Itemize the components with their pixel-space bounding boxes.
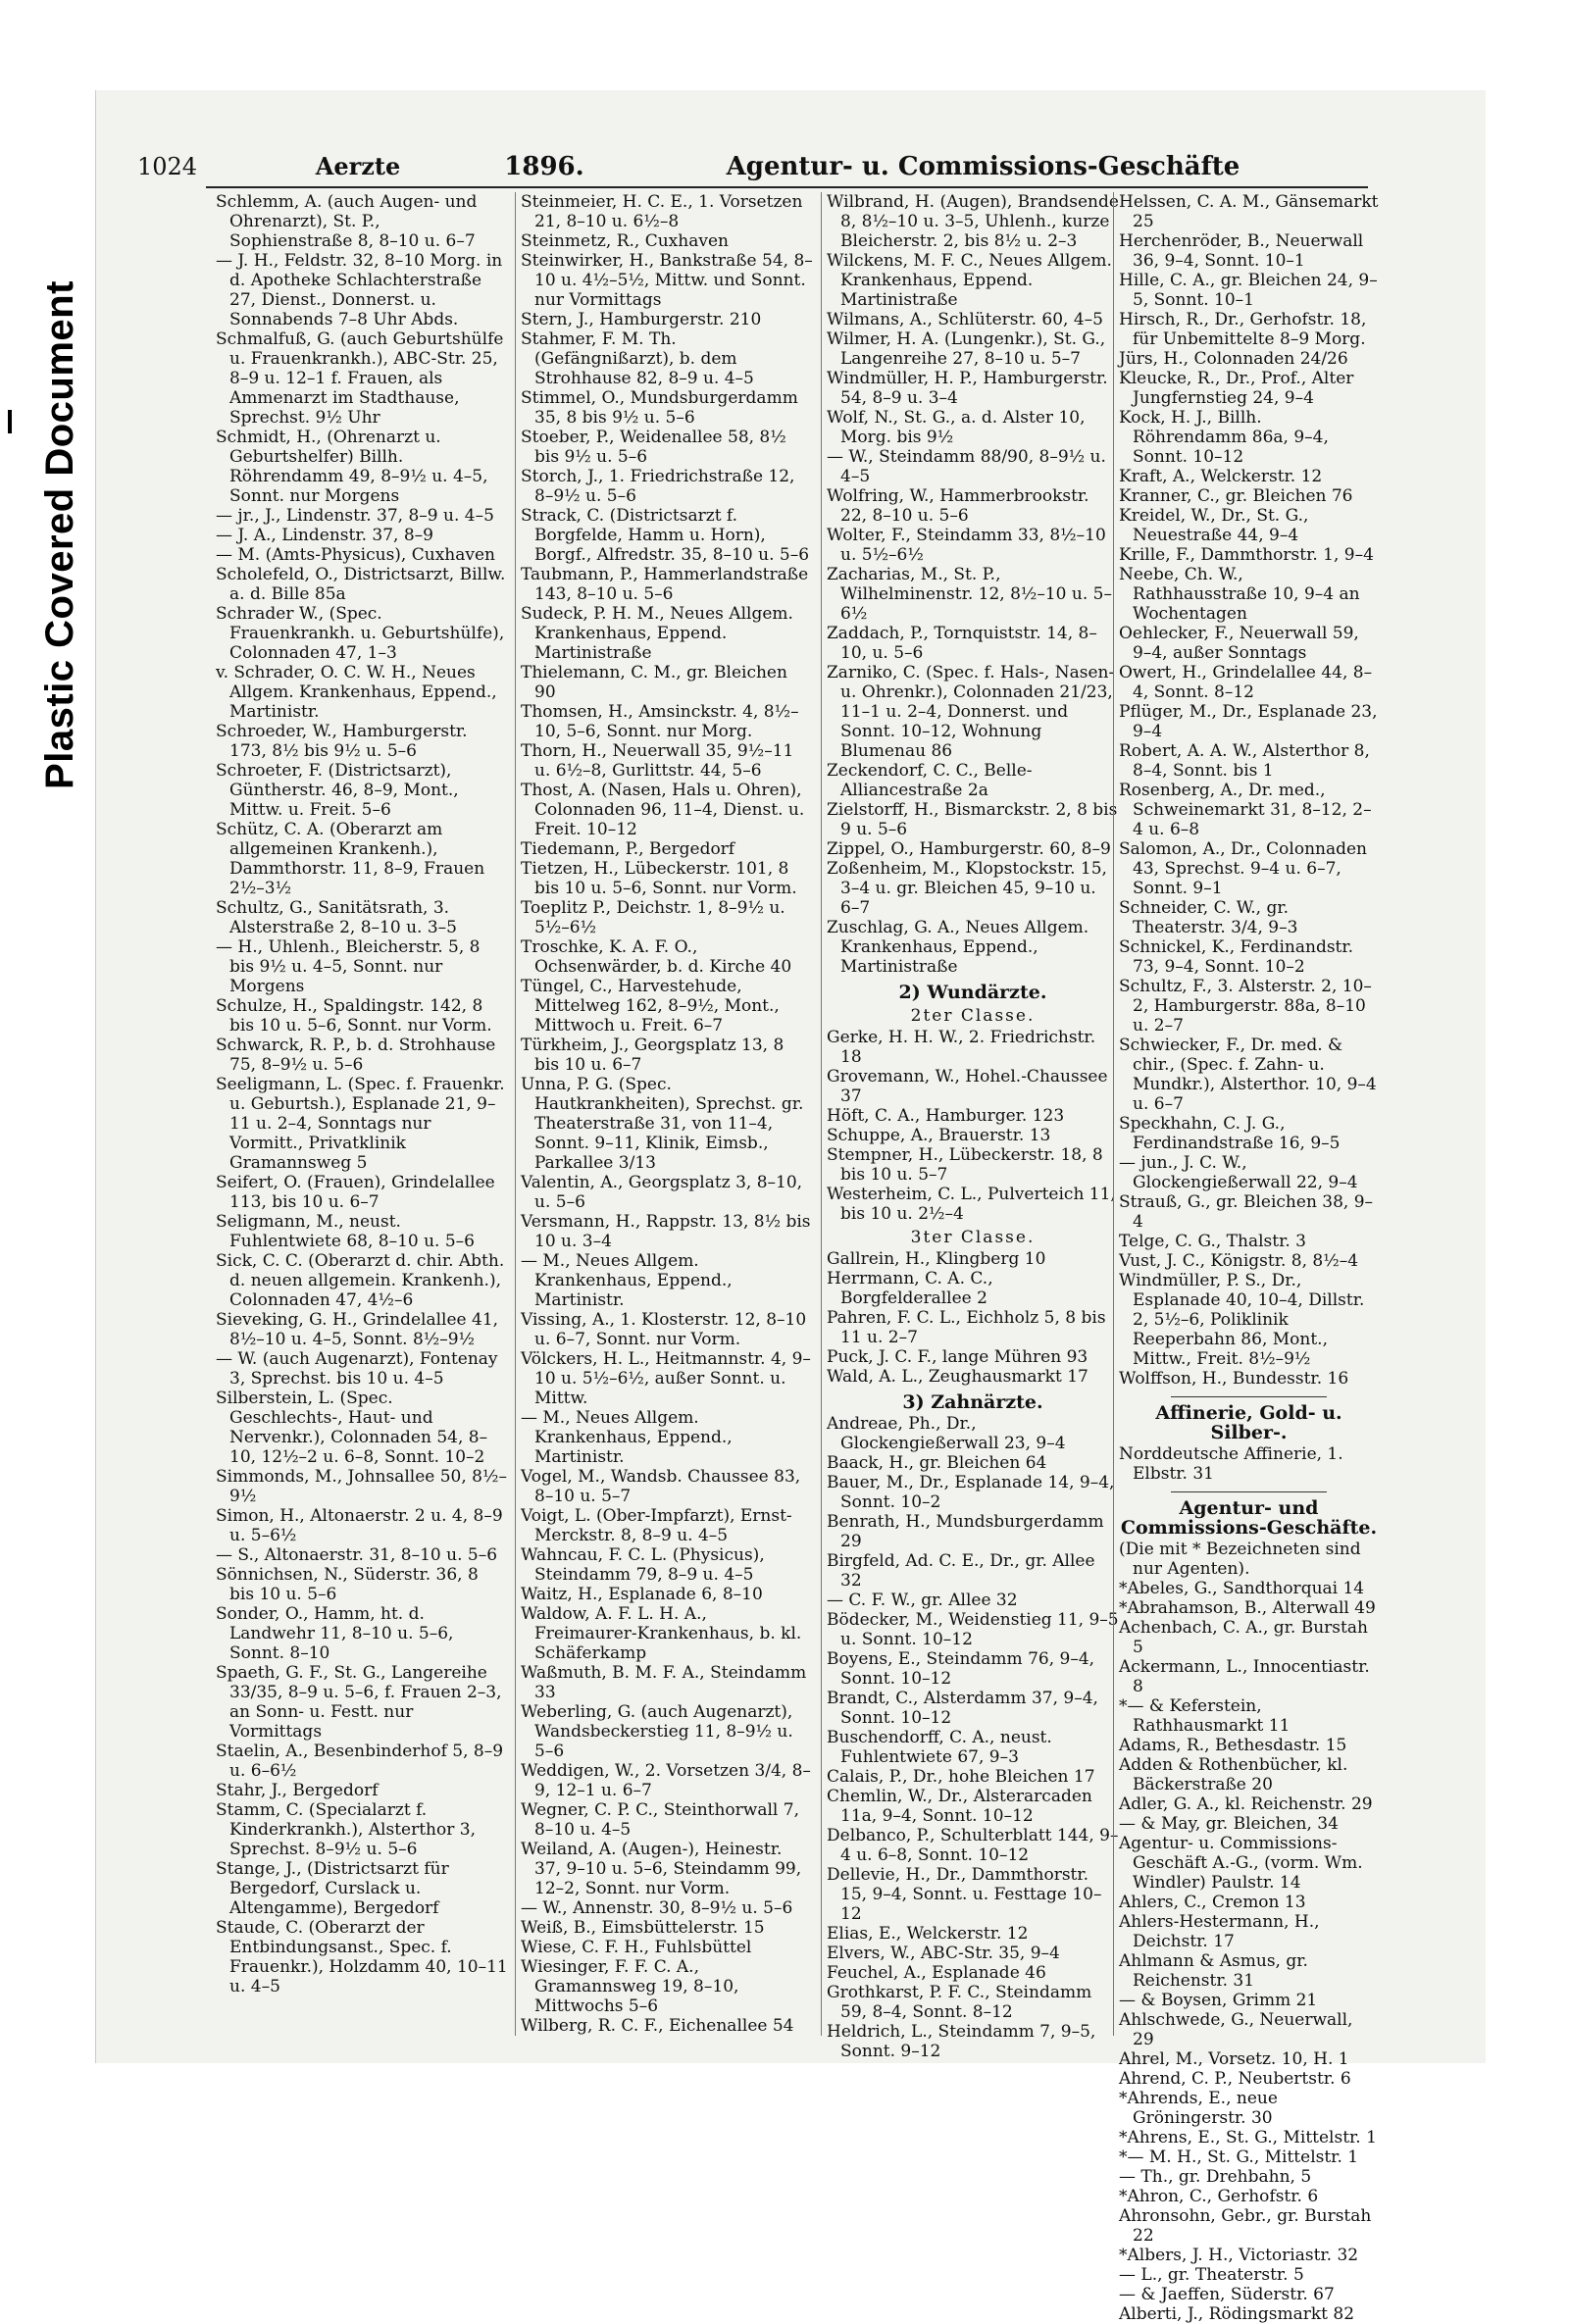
directory-entry: — H., Uhlenh., Bleicherstr. 5, 8 bis 9½ u. 4–5, Sonnt. nur Morgens — [216, 937, 481, 996]
directory-entry: Gallrein, H., Klingberg 10 — [827, 1249, 1046, 1269]
directory-entry: — J. H., Feldstr. 32, 8–10 Morg. in d. Apotheke Schlachterstraße 27, Dienst., Donnerst. u. Sonnabends 7–8 Uhr Abds. — [216, 251, 503, 329]
directory-entry: Stempner, H., Lübeckerstr. 18, 8 bis 10 u. 5–7 — [827, 1145, 1103, 1185]
directory-entry: Calais, P., Dr., hohe Bleichen 17 — [827, 1767, 1095, 1787]
column-4 — [1113, 192, 1379, 2324]
directory-entry: Grothkarst, P. F. C., Steindamm 59, 8–4, Sonnt. 8–12 — [827, 1983, 1092, 2022]
directory-entry: — W., Annenstr. 30, 8–9½ u. 5–6 — [521, 1898, 793, 1918]
directory-entry: Sudeck, P. H. M., Neues Allgem. Krankenhaus, Eppend. Martinistraße — [521, 604, 793, 663]
directory-entry: Weberling, G. (auch Augenarzt), Wandsbeckerstieg 11, 8–9½ u. 5–6 — [521, 1702, 793, 1761]
directory-entry: Adams, R., Bethesdastr. 15 — [1119, 1736, 1347, 1755]
directory-entry: Thomsen, H., Amsinckstr. 4, 8½–10, 5–6, Sonnt. nur Morg. — [521, 702, 799, 741]
directory-entry: Schwarck, R. P., b. d. Strohhause 75, 8–9½ u. 5–6 — [216, 1036, 496, 1075]
directory-entry: Stahmer, F. M. Th. (Gefängnißarzt), b. dem Strohhause 82, 8–9 u. 4–5 — [521, 329, 754, 388]
directory-entry: — M., Neues Allgem. Krankenhaus, Eppend., Martinistr. — [521, 1408, 733, 1467]
directory-entry: Speckhahn, C. J. G., Ferdinandstraße 16, 9–5 — [1119, 1114, 1341, 1153]
directory-entry: Adler, G. A., kl. Reichenstr. 29 — [1119, 1794, 1373, 1814]
directory-entry: Schmidt, H., (Ohrenarzt u. Geburtshelfer) Billh. Röhrendamm 49, 8–9½ u. 4–5, Sonnt. nur Morgens — [216, 428, 488, 506]
directory-entry: Zielstorff, H., Bismarckstr. 2, 8 bis 9 u. 5–6 — [827, 800, 1118, 839]
directory-entry: Strack, C. (Districtsarzt f. Borgfelde, Hamm u. Horn), Borgf., Alfredstr. 35, 8–10 u. 5–6 — [521, 506, 810, 565]
directory-entry: Stern, J., Hamburgerstr. 210 — [521, 310, 762, 329]
directory-entry: Windmüller, H. P., Hamburgerstr. 54, 8–9 u. 3–4 — [827, 369, 1108, 408]
directory-entry: Wald, A. L., Zeughausmarkt 17 — [827, 1367, 1088, 1387]
directory-entry: Wiese, C. F. H., Fuhlsbüttel — [521, 1938, 752, 1957]
directory-entry: Agentur- u. Commissions-Geschäft A.-G., (vorm. Wm. Windler) Paulstr. 14 — [1119, 1834, 1363, 1893]
directory-entry: Heldrich, L., Steindamm 7, 9–5, Sonnt. 9–12 — [827, 2022, 1096, 2061]
directory-entry: Kranner, C., gr. Bleichen 76 — [1119, 486, 1353, 506]
directory-entry: Wahncau, F. C. L. (Physicus), Steindamm 79, 8–9 u. 4–5 — [521, 1545, 765, 1585]
directory-entry: Stahr, J., Bergedorf — [216, 1781, 379, 1800]
directory-entry: Neebe, Ch. W., Rathhausstraße 10, 9–4 an Wochentagen — [1119, 565, 1360, 624]
directory-entry: Seeligmann, L. (Spec. f. Frauenkr. u. Geburtsh.), Esplanade 21, 9–11 u. 2–4, Sonntags nur Vormitt., Privatklinik Gramannsweg 5 — [216, 1075, 505, 1173]
directory-entry: Alberti, J., Rödingsmarkt 82 — [1119, 2304, 1355, 2324]
directory-entry: Waitz, H., Esplanade 6, 8–10 — [521, 1585, 763, 1604]
agentur-note: (Die mit * Bezeichneten sind nur Agenten). — [1119, 1540, 1361, 1579]
directory-entry: Waldow, A. F. L. H. A., Freimaurer-Krankenhaus, b. kl. Schäferkamp — [521, 1604, 802, 1663]
directory-entry: — L., gr. Theaterstr. 5 — [1119, 2265, 1304, 2285]
directory-entry: Zaddach, P., Tornquiststr. 14, 8–10, u. 5–6 — [827, 624, 1097, 663]
page-number: 1024 — [137, 153, 198, 180]
directory-entry: Kleucke, R., Dr., Prof., Alter Jungfernstieg 24, 9–4 — [1119, 369, 1354, 408]
directory-entry: Andreae, Ph., Dr., Glockengießerwall 23, 9–4 — [827, 1414, 1066, 1453]
directory-entry: Wilmer, H. A. (Lungenkr.), St. G., Langenreihe 27, 8–10 u. 5–7 — [827, 329, 1106, 369]
directory-entry: Salomon, A., Dr., Colonnaden 43, Sprechst. 9–4 u. 6–7, Sonnt. 9–1 — [1119, 839, 1367, 898]
directory-entry: Valentin, A., Georgsplatz 3, 8–10, u. 5–6 — [521, 1173, 803, 1212]
directory-entry: Versmann, H., Rappstr. 13, 8½ bis 10 u. 3–4 — [521, 1212, 811, 1251]
directory-entry: Storch, J., 1. Friedrichstraße 12, 8–9½ u. 5–6 — [521, 467, 795, 506]
right-running-title: Agentur- u. Commissions-Geschäfte — [726, 152, 1240, 181]
directory-entry: Tüngel, C., Harvestehude, Mittelweg 162, 8–9½, Mont., Mittwoch u. Freit. 6–7 — [521, 977, 780, 1036]
directory-entry: Spaeth, G. F., St. G., Langereihe 33/35, 8–9 u. 5–6, f. Frauen 2–3, an Sonn- u. Festt. nur Vormittags — [216, 1663, 502, 1742]
directory-entry: Kraft, A., Welckerstr. 12 — [1119, 467, 1323, 486]
directory-entry: Windmüller, P. S., Dr., Esplanade 40, 10–4, Dillstr. 2, 5½–6, Poliklinik Reeperbahn 86, Mont., Mittw., Freit. 8½–9½ — [1119, 1271, 1365, 1369]
directory-entry: — J. A., Lindenstr. 37, 8–9 — [216, 526, 433, 545]
directory-entry: Benrath, H., Mundsburgerdamm 29 — [827, 1512, 1104, 1551]
directory-entry: Herchenröder, B., Neuerwall 36, 9–4, Sonnt. 10–1 — [1119, 231, 1364, 271]
directory-entry: *Ahrens, E., St. G., Mittelstr. 1 — [1119, 2128, 1377, 2147]
directory-entry: Schroeter, F. (Districtsarzt), Güntherstr. 46, 8–9, Mont., Mittw. u. Freit. 5–6 — [216, 761, 459, 820]
directory-entry: — Th., gr. Drehbahn, 5 — [1119, 2167, 1312, 2187]
directory-entry: Zoßenheim, M., Klopstockstr. 15, 3–4 u. gr. Bleichen 45, 9–10 u. 6–7 — [827, 859, 1107, 918]
directory-entry: Tiedemann, P., Bergedorf — [521, 839, 735, 859]
directory-entry: Herrmann, C. A. C., Borgfelderallee 2 — [827, 1269, 993, 1308]
directory-entry: Wolfring, W., Hammerbrookstr. 22, 8–10 u. 5–6 — [827, 486, 1089, 526]
page-header — [137, 152, 1368, 189]
directory-entry: Völckers, H. L., Heitmannstr. 4, 9–10 u. 5½–6½, außer Sonnt. u. Mittw. — [521, 1349, 811, 1408]
directory-entry: Thielemann, C. M., gr. Bleichen 90 — [521, 663, 787, 702]
directory-entry: Voigt, L. (Ober-Impfarzt), Ernst-Merckstr. 8, 8–9 u. 4–5 — [521, 1506, 792, 1545]
directory-entry: Unna, P. G. (Spec. Hautkrankheiten), Sprechst. gr. Theaterstraße 31, von 11–4, Sonnt. 9–11, Klinik, Eimsb., Parkallee 3/13 — [521, 1075, 804, 1173]
directory-entry: Elias, E., Welckerstr. 12 — [827, 1924, 1029, 1944]
directory-entry: Simmonds, M., Johnsallee 50, 8½–9½ — [216, 1467, 507, 1506]
directory-entry: Weiland, A. (Augen-), Heinestr. 37, 9–10 u. 5–6, Steindamm 99, 12–2, Sonnt. nur Vorm. — [521, 1840, 802, 1898]
directory-entry: Hirsch, R., Dr., Gerhofstr. 18, für Unbemittelte 8–9 Morg. — [1119, 310, 1367, 349]
class-3-list — [827, 1249, 1119, 1387]
directory-entry: Grovemann, W., Hohel.-Chaussee 37 — [827, 1067, 1108, 1106]
directory-entry: Pflüger, M., Dr., Esplanade 23, 9–4 — [1119, 702, 1378, 741]
directory-entry: Seligmann, M., neust. Fuhlentwiete 68, 8–10 u. 5–6 — [216, 1212, 475, 1251]
directory-entry: — & May, gr. Bleichen, 34 — [1119, 1814, 1339, 1834]
directory-entry: — & Boysen, Grimm 21 — [1119, 1991, 1318, 2010]
directory-entry: Ahronsohn, Gebr., gr. Burstah 22 — [1119, 2206, 1372, 2246]
directory-entry: Birgfeld, Ad. C. E., Dr., gr. Allee 32 — [827, 1551, 1095, 1591]
directory-entry: Telge, C. G., Thalstr. 3 — [1119, 1232, 1306, 1251]
left-running-title: Aerzte — [315, 152, 401, 180]
directory-entry: Stoeber, P., Weidenallee 58, 8½ bis 9½ u. 5–6 — [521, 428, 786, 467]
dentist-list — [827, 1414, 1119, 2061]
directory-entry: Tietzen, H., Lübeckerstr. 101, 8 bis 10 u. 5–6, Sonnt. nur Vorm. — [521, 859, 797, 898]
column-2 — [515, 192, 813, 2036]
directory-entry: Baack, H., gr. Bleichen 64 — [827, 1453, 1047, 1473]
directory-entry: *Ahrends, E., neue Gröningerstr. 30 — [1119, 2089, 1278, 2128]
directory-entry: Wegner, C. P. C., Steinthorwall 7, 8–10 u. 4–5 — [521, 1800, 799, 1840]
directory-entry: — W., Steindamm 88/90, 8–9½ u. 4–5 — [827, 447, 1106, 486]
directory-entry: Zarniko, C. (Spec. f. Hals-, Nasen- u. Ohrenkr.), Colonnaden 21/23, 11–1 u. 2–4, Donnerst. und Sonnt. 10–12, Wohnung Blumenau 86 — [827, 663, 1115, 761]
directory-entry: Schultz, G., Sanitätsrath, 3. Alsterstraße 2, 8–10 u. 3–5 — [216, 898, 457, 937]
directory-entry: Troschke, K. A. F. O., Ochsenwärder, b. d. Kirche 40 — [521, 937, 792, 977]
directory-entry: Thost, A. (Nasen, Hals u. Ohren), Colonnaden 96, 11–4, Dienst. u. Freit. 10–12 — [521, 781, 805, 839]
directory-entry: Stimmel, O., Mundsburgerdamm 35, 8 bis 9½ u. 5–6 — [521, 388, 798, 428]
column-3-doctors — [827, 192, 1119, 977]
directory-entry: Ahlmann & Asmus, gr. Reichenstr. 31 — [1119, 1951, 1308, 1991]
directory-entry: Ahlschwede, G., Neuerwall, 29 — [1119, 2010, 1353, 2049]
directory-entry: — jun., J. C. W., Glockengießerwall 22, 9–4 — [1119, 1153, 1358, 1192]
directory-entry: — M., Neues Allgem. Krankenhaus, Eppend., Martinistr. — [521, 1251, 733, 1310]
directory-entry: — W. (auch Augenarzt), Fontenay 3, Sprechst. bis 10 u. 4–5 — [216, 1349, 498, 1389]
directory-entry: Feuchel, A., Esplanade 46 — [827, 1963, 1046, 1983]
directory-entry: Staelin, A., Besenbinderhof 5, 8–9 u. 6–6½ — [216, 1742, 504, 1781]
directory-entry: Schnickel, K., Ferdinandstr. 73, 9–4, Sonnt. 10–2 — [1119, 937, 1354, 977]
directory-entry: Steinmetz, R., Cuxhaven — [521, 231, 729, 251]
directory-entry: *— & Keferstein, Rathhausmarkt 11 — [1119, 1696, 1291, 1736]
class-2-list — [827, 1028, 1119, 1224]
directory-entry: Zuschlag, G. A., Neues Allgem. Krankenhaus, Eppend., Martinistraße — [827, 918, 1089, 977]
directory-entry: Sieveking, G. H., Grindelallee 41, 8½–10 u. 4–5, Sonnt. 8½–9½ — [216, 1310, 499, 1349]
directory-entry: Wilberg, R. C. F., Eichenallee 54 — [521, 2016, 794, 2036]
side-label-text: Plastic Covered Document — [37, 279, 81, 789]
directory-entry: Höft, C. A., Hamburger. 123 — [827, 1106, 1065, 1126]
directory-entry: Owert, H., Grindelallee 44, 8–4, Sonnt. 8–12 — [1119, 663, 1373, 702]
directory-entry: Boyens, E., Steindamm 76, 9–4, Sonnt. 10–12 — [827, 1649, 1095, 1689]
directory-entry: Weiß, B., Eimsbüttelerstr. 15 — [521, 1918, 765, 1938]
class-3-heading: 3ter Classe. — [910, 1228, 1036, 1247]
directory-entry: Taubmann, P., Hammerlandstraße 143, 8–10 u. 5–6 — [521, 565, 809, 604]
directory-entry: Schuppe, A., Brauerstr. 13 — [827, 1126, 1051, 1145]
column-3 — [821, 192, 1119, 2061]
section-heading-agentur: Agentur- und Commissions-Geschäfte. — [1120, 1497, 1378, 1539]
directory-entry: — M. (Amts-Physicus), Cuxhaven — [216, 545, 495, 565]
directory-entry: Robert, A. A. W., Alsterthor 8, 8–4, Sonnt. bis 1 — [1119, 741, 1370, 781]
directory-entry: Schultz, F., 3. Alsterstr. 2, 10–2, Hamburgerstr. 88a, 8–10 u. 2–7 — [1119, 977, 1372, 1036]
directory-entry: Zeckendorf, C. C., Belle-Alliancestraße 2a — [827, 761, 1033, 800]
directory-entry: Pahren, F. C. L., Eichholz 5, 8 bis 11 u. 2–7 — [827, 1308, 1106, 1347]
directory-entry: Westerheim, C. L., Pulverteich 11, bis 10 u. 2½–4 — [827, 1185, 1116, 1224]
directory-entry: *Abeles, G., Sandthorquai 14 — [1119, 1579, 1365, 1598]
directory-entry: Kreidel, W., Dr., St. G., Neuestraße 44, 9–4 — [1119, 506, 1309, 545]
section-divider — [1171, 1491, 1327, 1492]
directory-entry: — & Jaeffen, Süderstr. 67 — [1119, 2285, 1335, 2304]
directory-entry: *Abrahamson, B., Alterwall 49 — [1119, 1598, 1376, 1618]
directory-entry: Wolffson, H., Bundesstr. 16 — [1119, 1369, 1349, 1389]
directory-entry: — S., Altonaerstr. 31, 8–10 u. 5–6 — [216, 1545, 498, 1565]
margin-tick — [8, 410, 12, 433]
directory-entry: Zacharias, M., St. P., Wilhelminenstr. 12, 8½–10 u. 5–6½ — [827, 565, 1112, 624]
directory-entry: Ahlers-Hestermann, H., Deichstr. 17 — [1119, 1912, 1320, 1951]
directory-entry: Schwiecker, F., Dr. med. & chir., (Spec. f. Zahn- u. Mundkr.), Alsterthor. 10, 9–4 u. 6–7 — [1119, 1036, 1377, 1114]
directory-entry: Wolter, F., Steindamm 33, 8½–10 u. 5½–6½ — [827, 526, 1106, 565]
directory-entry: Buschendorff, C. A., neust. Fuhlentwiete 67, 9–3 — [827, 1728, 1052, 1767]
directory-entry: Krille, F., Dammthorstr. 1, 9–4 — [1119, 545, 1374, 565]
side-label — [29, 250, 90, 819]
directory-entry: Wilmans, A., Schlüterstr. 60, 4–5 — [827, 310, 1103, 329]
directory-entry: Helssen, C. A. M., Gänsemarkt 25 — [1119, 192, 1379, 231]
directory-entry: Vogel, M., Wandsb. Chaussee 83, 8–10 u. 5–7 — [521, 1467, 801, 1506]
directory-entry: Ahlers, C., Cremon 13 — [1119, 1893, 1306, 1912]
directory-entry: Silberstein, L. (Spec. Geschlechts-, Haut- und Nervenkr.), Colonnaden 54, 8–10, 12½–2 u. 6–8, Sonnt. 10–2 — [216, 1389, 488, 1467]
column-4-dentists — [1119, 192, 1379, 1389]
directory-entry: Kock, H. J., Billh. Röhrendamm 86a, 9–4, Sonnt. 10–12 — [1119, 408, 1329, 467]
directory-entry: Strauß, G., gr. Bleichen 38, 9–4 — [1119, 1192, 1374, 1232]
directory-entry: Bauer, M., Dr., Esplanade 14, 9–4, Sonnt. 10–2 — [827, 1473, 1115, 1512]
directory-entry: Stamm, C. (Specialarzt f. Kinderkrankh.), Alsterthor 3, Sprechst. 8–9½ u. 5–6 — [216, 1800, 476, 1859]
agentur-list — [1119, 1579, 1379, 2324]
directory-entry: Oehlecker, F., Neuerwall 59, 9–4, außer Sonntags — [1119, 624, 1359, 663]
directory-entry: Wolf, N., St. G., a. d. Alster 10, Morg. bis 9½ — [827, 408, 1086, 447]
class-2-heading: 2ter Classe. — [910, 1006, 1036, 1026]
section-divider — [1171, 1396, 1327, 1397]
directory-entry: Sick, C. C. (Oberarzt d. chir. Abth. d. neuen allgemein. Krankenh.), Colonnaden 47, 4½–6 — [216, 1251, 505, 1310]
directory-entry: Delbanco, P., Schulterblatt 144, 9–4 u. 6–8, Sonnt. 10–12 — [827, 1826, 1119, 1865]
directory-entry: Dellevie, H., Dr., Dammthorstr. 15, 9–4, Sonnt. u. Festtage 10–12 — [827, 1865, 1102, 1924]
directory-entry: Ackermann, L., Innocentiastr. 8 — [1119, 1657, 1370, 1696]
affinerie-list — [1119, 1444, 1379, 1484]
directory-entry: Waßmuth, B. M. F. A., Steindamm 33 — [521, 1663, 807, 1702]
directory-entry: Wilbrand, H. (Augen), Brandsende 8, 8½–10 u. 3–5, Uhlenh., kurze Bleicherstr. 2, bis 8½ u. 2–3 — [827, 192, 1119, 251]
directory-entry: Ahrel, M., Vorsetz. 10, H. 1 — [1119, 2049, 1349, 2069]
directory-entry: Schrader W., (Spec. Frauenkrankh. u. Geburtshülfe), Colonnaden 47, 1–3 — [216, 604, 505, 663]
directory-entry: Scholefeld, O., Districtsarzt, Billw. a. d. Bille 85a — [216, 565, 506, 604]
directory-entry: Sonder, O., Hamm, ht. d. Landwehr 11, 8–10 u. 5–6, Sonnt. 8–10 — [216, 1604, 454, 1663]
directory-entry: Ahrend, C. P., Neubertstr. 6 — [1119, 2069, 1351, 2089]
directory-entry: Simon, H., Altonaerstr. 2 u. 4, 8–9 u. 5–6½ — [216, 1506, 503, 1545]
directory-entry: Norddeutsche Affinerie, 1. Elbstr. 31 — [1119, 1444, 1343, 1484]
directory-entry: Toeplitz P., Deichstr. 1, 8–9½ u. 5½–6½ — [521, 898, 785, 937]
directory-entry: Vissing, A., 1. Klosterstr. 12, 8–10 u. 6–7, Sonnt. nur Vorm. — [521, 1310, 807, 1349]
directory-entry: Weddigen, W., 2. Vorsetzen 3/4, 8–9, 12–1 u. 6–7 — [521, 1761, 811, 1800]
directory-entry: Wiesinger, F. F. C. A., Gramannsweg 19, 8–10, Mittwochs 5–6 — [521, 1957, 739, 2016]
directory-entry: Schmalfuß, G. (auch Geburtshülfe u. Frauenkrankh.), ABC-Str. 25, 8–9 u. 12–1 f. Frauen, als Ammenarzt im Stadthause, Sprechst. 9½ Uhr — [216, 329, 504, 428]
directory-entry: Puck, J. C. F., lange Mühren 93 — [827, 1347, 1088, 1367]
directory-entry: Sönnichsen, N., Süderstr. 36, 8 bis 10 u. 5–6 — [216, 1565, 479, 1604]
section-heading-wundaerzte: 2) Wundärzte. — [898, 982, 1047, 1003]
directory-entry: *Albers, J. H., Victoriastr. 32 — [1119, 2246, 1359, 2265]
section-heading-affinerie: Affinerie, Gold- u. Silber-. — [1155, 1402, 1342, 1443]
directory-entry: — jr., J., Lindenstr. 37, 8–9 u. 4–5 — [216, 506, 494, 526]
directory-entry: Schütz, C. A. (Oberarzt am allgemeinen Krankenh.), Dammthorstr. 11, 8–9, Frauen 2½–3½ — [216, 820, 485, 898]
directory-entry: Staude, C. (Oberarzt der Entbindungsanst., Spec. f. Frauenkr.), Holzdamm 40, 10–11 u. 4–5 — [216, 1918, 508, 1996]
directory-entry: Schlemm, A. (auch Augen- und Ohrenarzt), St. P., Sophienstraße 8, 8–10 u. 6–7 — [216, 192, 478, 251]
directory-entry: Schroeder, W., Hamburgerstr. 173, 8½ bis 9½ u. 5–6 — [216, 722, 468, 761]
directory-entry: v. Schrader, O. C. W. H., Neues Allgem. Krankenhaus, Eppend., Martinistr. — [216, 663, 497, 722]
directory-entry: *— M. H., St. G., Mittelstr. 1 — [1119, 2147, 1359, 2167]
directory-entry: Brandt, C., Alsterdamm 37, 9–4, Sonnt. 10–12 — [827, 1689, 1098, 1728]
column-1 — [216, 192, 508, 2036]
directory-entry: Schulze, H., Spaldingstr. 142, 8 bis 10 u. 5–6, Sonnt. nur Vorm. — [216, 996, 492, 1036]
directory-entry: Türkheim, J., Georgsplatz 13, 8 bis 10 u. 6–7 — [521, 1036, 784, 1075]
directory-entry: Bödecker, M., Weidenstieg 11, 9–5 u. Sonnt. 10–12 — [827, 1610, 1119, 1649]
directory-entry: Hille, C. A., gr. Bleichen 24, 9–5, Sonnt. 10–1 — [1119, 271, 1378, 310]
directory-entry: Stange, J., (Districtsarzt für Bergedorf, Curslack u. Altengamme), Bergedorf — [216, 1859, 449, 1918]
directory-entry: *Ahron, C., Gerhofstr. 6 — [1119, 2187, 1319, 2206]
directory-entry: Steinwirker, H., Bankstraße 54, 8–10 u. 4½–5½, Mittw. und Sonnt. nur Vormittags — [521, 251, 813, 310]
directory-entry: Achenbach, C. A., gr. Burstah 5 — [1119, 1618, 1368, 1657]
section-heading-zahnaerzte: 3) Zahnärzte. — [902, 1391, 1043, 1413]
directory-entry: Elvers, W., ABC-Str. 35, 9–4 — [827, 1944, 1060, 1963]
directory-entry: Vust, J. C., Königstr. 8, 8½–4 — [1119, 1251, 1359, 1271]
directory-entry: Rosenberg, A., Dr. med., Schweinemarkt 31, 8–12, 2–4 u. 6–8 — [1119, 781, 1372, 839]
directory-entry: Chemlin, W., Dr., Alsterarcaden 11a, 9–4, Sonnt. 10–12 — [827, 1787, 1092, 1826]
directory-entry: Wilckens, M. F. C., Neues Allgem. Krankenhaus, Eppend. Martinistraße — [827, 251, 1112, 310]
directory-entry: Jürs, H., Colonnaden 24/26 — [1119, 349, 1348, 369]
directory-entry: Adden & Rothenbücher, kl. Bäckerstraße 20 — [1119, 1755, 1348, 1794]
directory-entry: — C. F. W., gr. Allee 32 — [827, 1591, 1018, 1610]
directory-entry: Schneider, C. W., gr. Theaterstr. 3/4, 9–3 — [1119, 898, 1298, 937]
directory-entry: Zippel, O., Hamburgerstr. 60, 8–9 — [827, 839, 1111, 859]
year: 1896. — [504, 152, 584, 181]
directory-entry: Gerke, H. H. W., 2. Friedrichstr. 18 — [827, 1028, 1096, 1067]
directory-entry: Steinmeier, H. C. E., 1. Vorsetzen 21, 8–10 u. 6½–8 — [521, 192, 803, 231]
header-rule — [206, 186, 1368, 188]
directory-entry: Thorn, H., Neuerwall 35, 9½–11 u. 6½–8, Gurlittstr. 44, 5–6 — [521, 741, 794, 781]
directory-entry: Seifert, O. (Frauen), Grindelallee 113, bis 10 u. 6–7 — [216, 1173, 495, 1212]
